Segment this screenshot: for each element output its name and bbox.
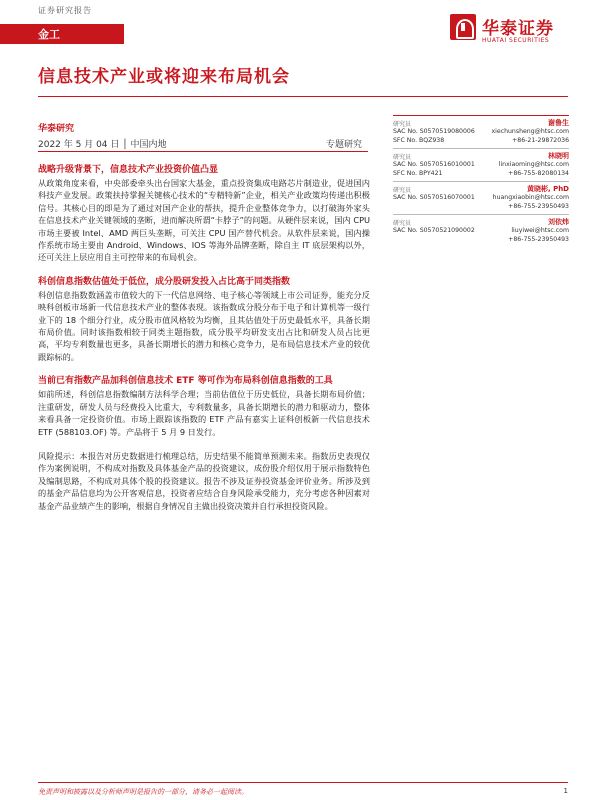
main-content <box>38 164 370 512</box>
analyst-sac: SAC No. S0570516070001 <box>393 194 475 201</box>
analyst-phone: +86-21-29872036 <box>512 137 569 144</box>
analyst-role: 研究员 <box>393 121 412 128</box>
section-title: 科创信息指数估值处于低位，成分股研发投入占比高于同类指数 <box>38 276 291 287</box>
analyst-sfc: SFC No. BQZ938 <box>393 137 445 144</box>
analyst-card <box>393 214 569 247</box>
footer-disclaimer: 免责声明和披露以及分析师声明是报告的一部分，请务必一起阅读。 <box>38 788 248 796</box>
analyst-sac: SAC No. S0570519080006 <box>393 128 475 135</box>
analyst-role: 研究员 <box>393 220 412 227</box>
analyst-card <box>393 115 569 148</box>
research-subtitle: 华泰研究 <box>38 124 75 134</box>
analyst-email[interactable]: linxiaoming@htsc.com <box>498 161 569 168</box>
logo-mark-icon <box>450 14 476 40</box>
analyst-email[interactable]: huangxiaobin@htsc.com <box>492 194 569 201</box>
analyst-phone: +86-755-23950493 <box>508 236 569 243</box>
section-strategy <box>38 164 370 264</box>
analyst-sac: SAC No. S0570516010001 <box>393 161 475 168</box>
section-title: 当前已有指数产品加科创信息技术 ETF 等可作为布局科创信息指数的工具 <box>38 376 333 387</box>
section-body: 科创信息指数数涵盖市值较大的下一代信息网络、电子核心等领域上市公司证券，能充分反映科创板市场新一代信息技术产业的整体表现。该指数成分股分布于电子和计算机等一级行业下的 18 个细分行业，成分股市值风格较为均衡，且其估值处于历史最低水平，具备长期布局价值。同时该指数相较于同类主题指数，成分股平均研发支出占比和研发人员占比更高，平均专利数量也更多，具备长期增长的潜力和核心竞争力，是布局信息技术产业的较优跟踪标的。 <box>38 289 370 362</box>
report-type: 专题研究 <box>326 140 363 150</box>
title-divider <box>38 96 568 97</box>
analyst-name: 谢鲁生 <box>548 119 569 127</box>
section-title: 战略升级背景下，信息技术产业投资价值凸显 <box>38 165 219 175</box>
analyst-name: 黄晓彬, PhD <box>526 185 569 193</box>
section-body: 如前所述，科创信息指数编制方法科学合理；当前估值位于历史低位，具备长期布局价值；注重研发，研发人员与经费投入比重大，专利数量多，具备长期增长的潜力和驱动力，整体来看具备一定投资价值。市场上跟踪该指数的 ETF 产品有嘉实上证科创板新一代信息技术 ETF (588103.OF) 等。产品将于 5 月 9 日发行。 <box>38 389 370 437</box>
sector-label: 金工 <box>38 28 60 41</box>
report-title: 信息技术产业或将迎来布局机会 <box>38 67 290 87</box>
analyst-role: 研究员 <box>393 154 412 161</box>
subtitle-divider <box>38 151 368 152</box>
analyst-name: 林晓明 <box>548 152 569 160</box>
footer-divider <box>38 782 568 783</box>
section-body: 从政策角度来看，中央部委牵头出台国家大基金，重点投资集成电路芯片制造业，促进国内科技产业发展。政策扶持掌握关键核心技术的“专精特新”企业，相关产业政策均传递出积极信号。其核心目的即是为了通过对国产企业的帮扶，提升企业整体竞争力，以打破海外家头在信息技术产业关键领域的垄断，进而解决所谓“卡脖子”的问题。从硬件层来说，国内 CPU 市场主要被 Intel、AMD 两巨头垄断，可关注 CPU 国产替代机会。从软件层来说，国内操作系统市场主要由 Android、Windows、IOS 等海外品牌垄断，除自主 IT 底层架构以外，还可关注上层应用自主可控带来的布局机会。 <box>38 178 370 263</box>
logo-english-name: HUATAI SECURITIES <box>482 37 550 44</box>
analyst-card <box>393 181 569 214</box>
huatai-logo <box>450 14 568 48</box>
analyst-role: 研究员 <box>393 187 412 194</box>
analyst-email[interactable]: xiechunsheng@htsc.com <box>491 128 569 135</box>
analyst-phone: +86-755-82080134 <box>508 170 569 177</box>
section-valuation <box>38 276 370 363</box>
analyst-sfc: SFC No. BPY421 <box>393 170 443 177</box>
report-date: 2022 年 5 月 04 日 │ 中国内地 <box>38 140 167 150</box>
section-etf-products <box>38 375 370 438</box>
analyst-card <box>393 148 569 181</box>
analyst-phone: +86-755-23950493 <box>508 203 569 210</box>
analyst-panel <box>393 115 569 247</box>
analyst-email[interactable]: liuyiwei@htsc.com <box>511 227 569 234</box>
report-category-label: 证券研究报告 <box>38 6 92 15</box>
page-number: 1 <box>563 787 568 795</box>
risk-disclaimer: 风险提示：本报告对历史数据进行梳理总结，历史结果不能简单预测未来。指数历史表现仅作为案例说明，不构成对指数及具体基金产品的投资建议，成份股介绍仅用于展示指数特色及编制思路，不构成对具体个股的投资建议。报告不涉及证券投资基金评价业务。所涉及到的基金产品信息均为公开客观信息，投资者应结合自身风险承受能力，充分考虑各种因素对基金产品业绩产生的影响，根据自身情况自主做出投资决策并自行承担投资风险。 <box>38 450 370 511</box>
analyst-name: 刘依炜 <box>548 218 569 226</box>
logo-name: 华泰证券 <box>482 19 554 39</box>
analyst-sac: SAC No. S0570521090002 <box>393 227 475 234</box>
sector-bar <box>0 24 124 44</box>
